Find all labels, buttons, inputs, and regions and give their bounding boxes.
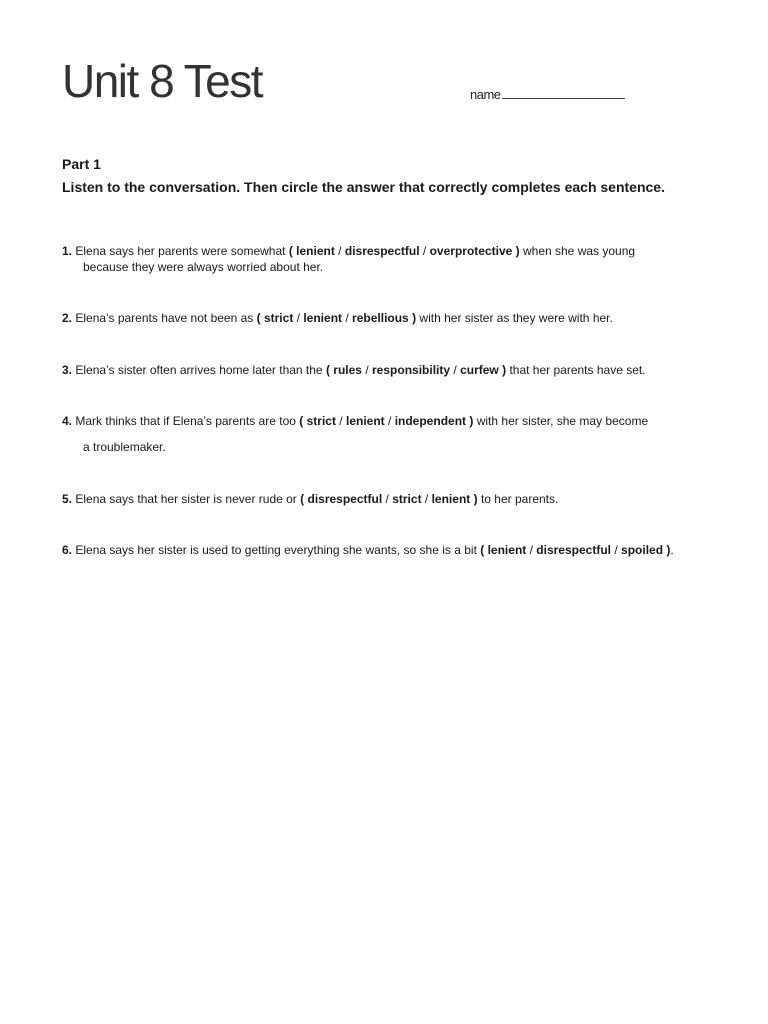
answer-option[interactable]: disrespectful [344, 244, 420, 258]
question-text-before: Elena says her parents were somewhat [75, 244, 286, 258]
question-2 [62, 310, 722, 326]
question-number: 2. [62, 311, 73, 325]
answer-option[interactable]: strict [306, 414, 336, 428]
question-text-after: to her parents. [480, 492, 559, 506]
name-blank-line[interactable] [502, 87, 625, 99]
option-separator: / [339, 414, 343, 428]
answer-option[interactable]: disrespectful [536, 543, 611, 557]
answer-option[interactable]: rebellious [352, 311, 409, 325]
option-separator: / [422, 244, 427, 258]
question-number: 1. [62, 244, 73, 258]
answer-option[interactable]: disrespectful [307, 492, 383, 506]
option-separator: / [365, 363, 369, 377]
question-4 [62, 413, 722, 455]
answer-option[interactable]: strict [392, 492, 422, 506]
answer-option[interactable]: overprotective [429, 244, 513, 258]
paren-open: ( [299, 414, 304, 428]
question-text-before: Mark thinks that if Elena’s parents are too [75, 414, 296, 428]
answer-option[interactable]: lenient [431, 492, 471, 506]
answer-option[interactable]: strict [263, 311, 294, 325]
question-text-before: Elena says that her sister is never rude or [75, 492, 297, 506]
answer-option[interactable]: independent [394, 414, 467, 428]
question-6 [62, 542, 742, 558]
question-number: 4. [62, 414, 73, 428]
option-separator: / [296, 311, 300, 325]
option-separator: / [529, 543, 533, 557]
instructions: Listen to the conversation. Then circle the answer that correctly completes each sentence. [62, 179, 665, 195]
answer-option[interactable]: lenient [296, 244, 335, 258]
question-text-after: when she was young [522, 244, 636, 258]
paren-open: ( [300, 492, 305, 506]
part-heading: Part 1 [62, 156, 101, 172]
question-continuation: a troublemaker. [83, 440, 166, 454]
question-text-before: Elena’s sister often arrives home later than the [75, 363, 323, 377]
paren-open: ( [288, 244, 293, 258]
question-1 [62, 243, 722, 275]
option-separator: / [424, 492, 429, 506]
question-text-after: . [670, 543, 674, 557]
question-number: 5. [62, 492, 73, 506]
option-separator: / [614, 543, 618, 557]
question-3 [62, 362, 722, 378]
question-continuation: because they were always worried about her. [83, 260, 324, 274]
answer-option[interactable]: lenient [345, 414, 385, 428]
question-number: 6. [62, 543, 73, 557]
paren-open: ( [325, 363, 330, 377]
answer-option[interactable]: lenient [487, 543, 527, 557]
paren-close: ) [515, 244, 520, 258]
answer-option[interactable]: lenient [303, 311, 343, 325]
option-separator: / [385, 492, 389, 506]
option-separator: / [345, 311, 349, 325]
option-separator: / [388, 414, 392, 428]
paren-close: ) [502, 363, 507, 377]
question-text-before: Elena says her sister is used to getting everything she wants, so she is a bit [75, 543, 477, 557]
option-separator: / [453, 363, 457, 377]
question-text-after: with her sister, she may become [476, 414, 649, 428]
answer-option[interactable]: responsibility [372, 363, 451, 377]
paren-close: ) [473, 492, 478, 506]
paren-open: ( [256, 311, 261, 325]
answer-option[interactable]: curfew [460, 363, 499, 377]
answer-option[interactable]: spoiled [621, 543, 664, 557]
question-text-before: Elena’s parents have not been as [75, 311, 254, 325]
option-separator: / [338, 244, 342, 258]
question-text-after: with her sister as they were with her. [419, 311, 613, 325]
name-label: name [470, 87, 501, 102]
answer-option[interactable]: rules [333, 363, 362, 377]
paren-close: ) [469, 414, 474, 428]
question-number: 3. [62, 363, 73, 377]
question-text-after: that her parents have set. [509, 363, 646, 377]
paren-close: ) [666, 543, 671, 557]
name-field[interactable] [470, 87, 625, 102]
question-5 [62, 491, 722, 507]
page-title: Unit 8 Test [62, 55, 262, 107]
paren-close: ) [412, 311, 417, 325]
paren-open: ( [480, 543, 485, 557]
